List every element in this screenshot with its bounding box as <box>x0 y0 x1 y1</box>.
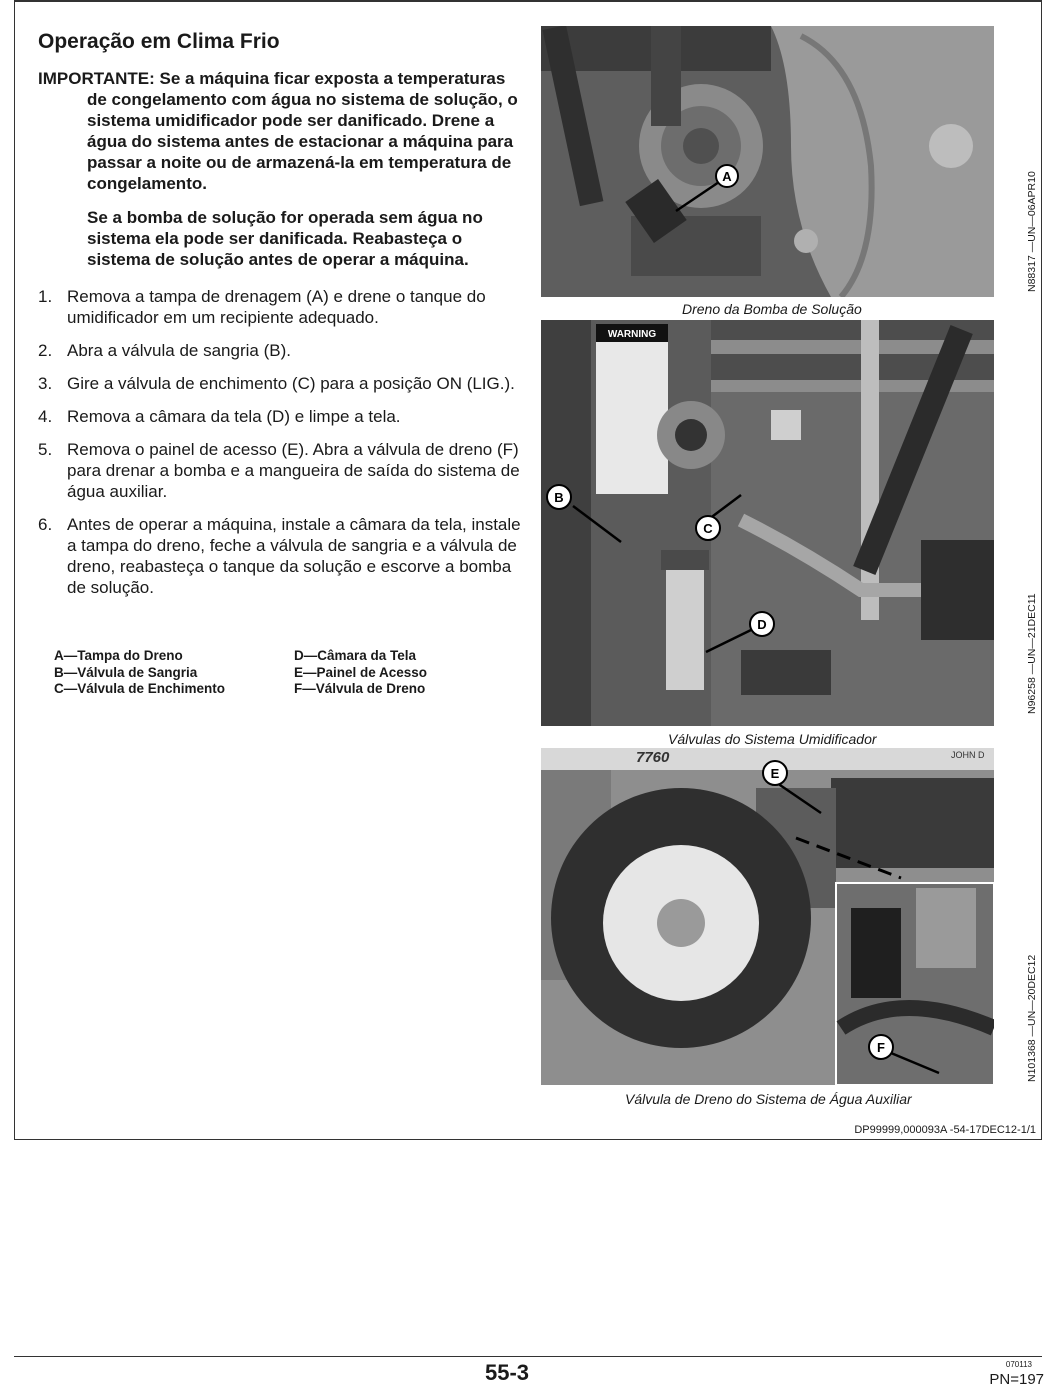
important-text-1: Se a máquina ficar exposta a temperaturas de congelamento com água no sistema de solução, o sistema umidificador pode ser danificado. Drene a água do sistema antes de estacionar a máquina para passar a noite ou de armazená-la em temperatura de congelamento. <box>87 69 518 193</box>
model-label: 7760 <box>636 749 670 766</box>
step-number: 6. <box>38 515 53 534</box>
legend-column-2 <box>294 648 534 698</box>
step-text: Antes de operar a máquina, instale a câmara da tela, instale a tampa do dreno, feche a válvula de sangria e a válvula de dreno, reabasteça o tanque da solução e escorve a bomba de solução. <box>67 515 521 597</box>
step-number: 2. <box>38 341 53 360</box>
figure-caption: Válvula de Dreno do Sistema de Água Auxiliar <box>625 1091 912 1107</box>
callout-label: F <box>877 1040 885 1055</box>
figure-reference: N101368 —UN—20DEC12 <box>1026 954 1038 1082</box>
legend-item: C—Válvula de Enchimento <box>54 681 226 696</box>
figure-reference: N96258 —UN—21DEC11 <box>1026 593 1038 714</box>
legend-item: F—Válvula de Dreno <box>294 681 426 696</box>
document-reference: DP99999,000093A -54-17DEC12-1/1 <box>854 1124 1036 1136</box>
important-label: IMPORTANTE: <box>38 69 155 88</box>
pump-drain-illustration <box>541 26 994 297</box>
legend-column-1 <box>54 648 294 698</box>
photo-humidifier-valves <box>541 320 994 726</box>
step-item <box>38 286 526 328</box>
valves-illustration <box>541 320 994 726</box>
step-number: 1. <box>38 287 53 306</box>
callout-label: D <box>757 617 767 632</box>
step-number: 4. <box>38 407 53 426</box>
photo-solution-pump-drain <box>541 26 994 297</box>
legend-item: E—Painel de Acesso <box>294 664 428 680</box>
brand-label: JOHN D <box>951 750 985 760</box>
important-text-2: Se a bomba de solução for operada sem água no sistema ela pode ser danificada. Reabasteça o sistema de solução antes de operar a máquina. <box>87 208 483 269</box>
figure-reference: N88317 —UN—06APR10 <box>1026 171 1038 292</box>
step-item <box>38 439 526 502</box>
legend-item: D—Câmara da Tela <box>294 648 417 663</box>
step-text: Remova a câmara da tela (D) e limpe a tela. <box>67 407 401 426</box>
callout-label: B <box>554 490 564 505</box>
section-title: Operação em Clima Frio <box>38 30 280 53</box>
aux-drain-illustration <box>541 748 994 1085</box>
callout-label: C <box>703 521 713 536</box>
pn-number: PN=197 <box>989 1371 1044 1388</box>
important-notice <box>38 68 526 270</box>
step-item <box>38 406 526 427</box>
step-number: 5. <box>38 440 53 459</box>
callout-label: E <box>770 766 780 781</box>
step-text: Remova o painel de acesso (E). Abra a válvula de dreno (F) para drenar a bomba e a mangueira de saída do sistema de água auxiliar. <box>67 440 520 501</box>
procedure-steps <box>38 286 526 610</box>
photo-auxiliary-drain-valve <box>541 748 994 1085</box>
step-number: 3. <box>38 374 53 393</box>
legend-item: A—Tampa do Dreno <box>54 648 183 663</box>
step-text: Remova a tampa de drenagem (A) e drene o tanque do umidificador em um recipiente adequado. <box>67 287 486 327</box>
legend-item: B—Válvula de Sangria <box>54 664 198 680</box>
step-item <box>38 340 526 361</box>
revision-code: 070113 <box>1005 1360 1032 1369</box>
step-item <box>38 373 526 394</box>
page-number: 55-3 <box>485 1360 530 1385</box>
warning-label: WARNING <box>607 329 657 340</box>
figure-caption: Dreno da Bomba de Solução <box>682 301 862 317</box>
figure-caption: Válvulas do Sistema Umidificador <box>668 731 877 747</box>
callout-label: A <box>722 169 732 184</box>
step-text: Gire a válvula de enchimento (C) para a posição ON (LIG.). <box>67 374 515 393</box>
step-text: Abra a válvula de sangria (B). <box>67 341 291 360</box>
important-paragraph-1 <box>38 68 526 194</box>
footer-divider <box>14 1356 1042 1357</box>
warning-decal <box>596 324 668 494</box>
step-item <box>38 514 526 598</box>
